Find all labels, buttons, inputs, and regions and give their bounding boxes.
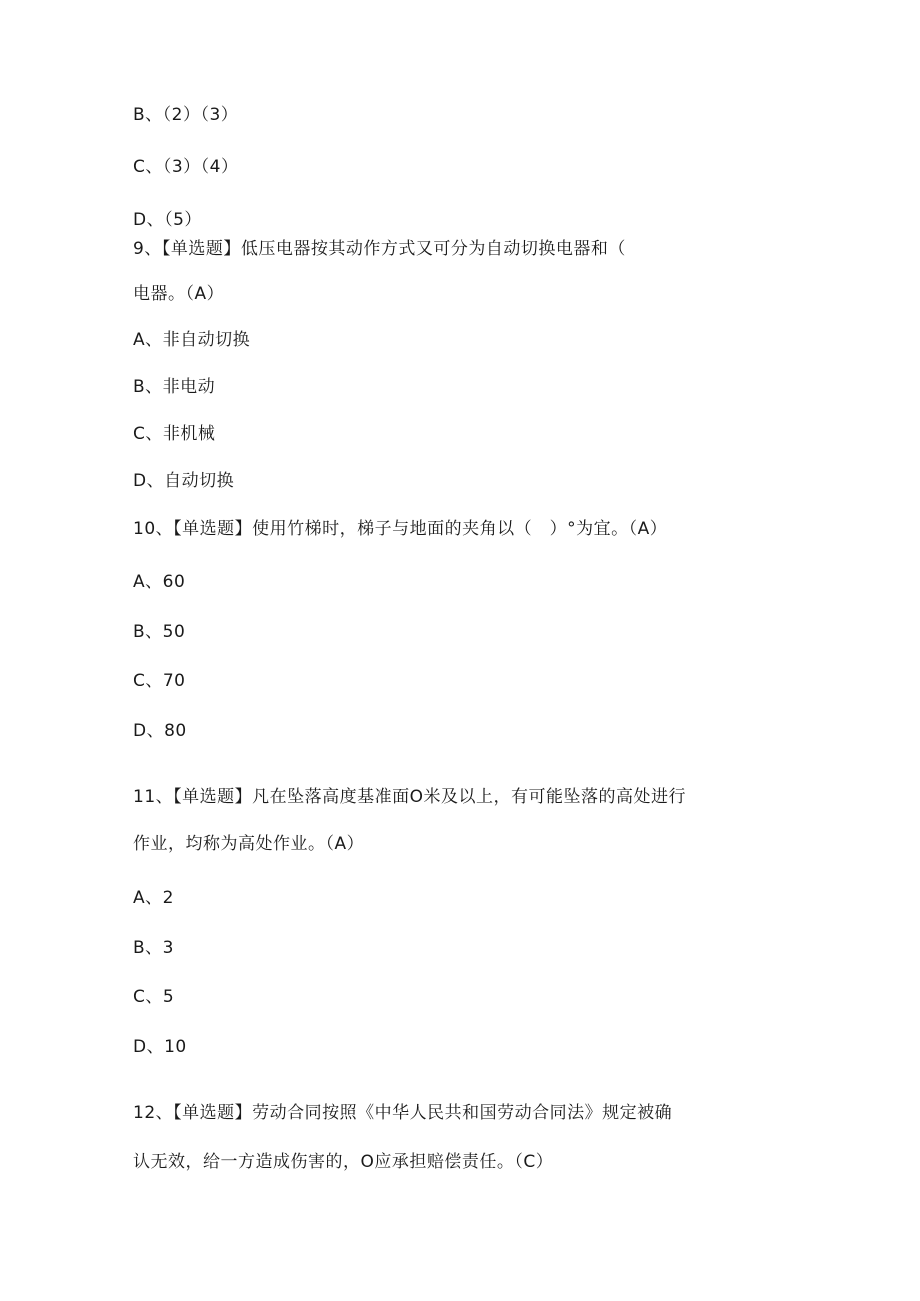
q10-stem-line1: 10、【单选题】使用竹梯时，梯子与地面的夹角以（ ）°为宜。（A） (133, 519, 668, 539)
q12-stem-line1: 12、【单选题】劳动合同按照《中华人民共和国劳动合同法》规定被确 (133, 1103, 673, 1123)
q9-stem-line1: 9、【单选题】低压电器按其动作方式又可分为自动切换电器和（ (133, 239, 626, 259)
q9-option-a: A、非自动切换 (133, 330, 251, 350)
q11-option-c: C、5 (133, 987, 175, 1007)
q8-option-b: B、（2）（3） (133, 105, 239, 125)
q10-option-c: C、70 (133, 671, 186, 691)
q11-stem-line2: 作业，均称为高处作业。（A） (133, 834, 365, 854)
q8-option-d: D、（5） (133, 210, 202, 230)
q11-option-d: D、10 (133, 1037, 187, 1057)
q9-option-d: D、自动切换 (133, 471, 235, 491)
q9-option-c: C、非机械 (133, 424, 216, 444)
q10-option-b: B、50 (133, 622, 186, 642)
q10-option-d: D、80 (133, 721, 187, 741)
q12-stem-line2: 认无效，给一方造成伤害的，O应承担赔偿责任。（C） (133, 1152, 554, 1172)
q11-option-a: A、2 (133, 888, 174, 908)
q9-stem-line2: 电器。（A） (133, 284, 225, 304)
q10-option-a: A、60 (133, 572, 186, 592)
q8-option-c: C、（3）（4） (133, 157, 239, 177)
q9-option-b: B、非电动 (133, 377, 216, 397)
q11-option-b: B、3 (133, 938, 174, 958)
q11-stem-line1: 11、【单选题】凡在坠落高度基准面O米及以上，有可能坠落的高处进行 (133, 787, 687, 807)
